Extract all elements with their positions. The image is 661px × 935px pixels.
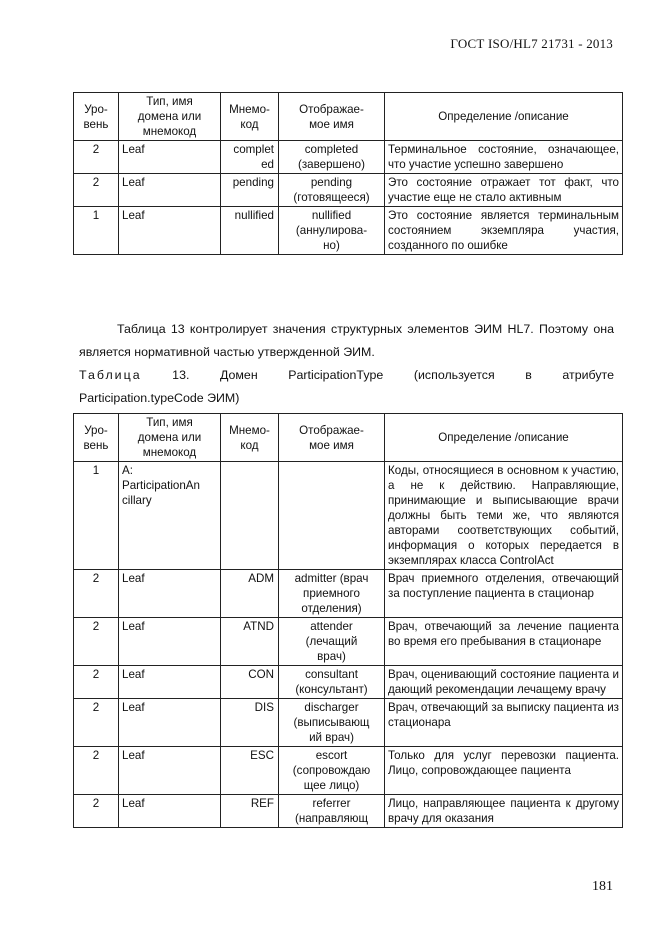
col-level-header: Уро- вень (74, 93, 119, 141)
table-row (74, 141, 623, 174)
cell-type: Leaf (119, 570, 221, 618)
table-row (74, 618, 623, 666)
cell-type: Leaf (119, 174, 221, 207)
cell-code: ADM (221, 570, 279, 618)
caption-word: (используется (413, 368, 495, 382)
cell-code: CON (221, 666, 279, 699)
cell-type: Leaf (119, 618, 221, 666)
table-row (74, 570, 623, 618)
cell-level: 2 (74, 666, 119, 699)
table-header-row (74, 93, 623, 141)
cell-display-name: completed (завершено) (279, 141, 385, 174)
cell-type: A: ParticipationAn cillary (119, 462, 221, 570)
body-text (79, 318, 614, 410)
table-header-row (74, 414, 623, 462)
cell-code: complet ed (221, 141, 279, 174)
cell-type: Leaf (119, 795, 221, 828)
table-caption (79, 364, 614, 387)
cell-definition: Лицо, направляющее пациента к другому врачу для оказания (385, 795, 623, 828)
cell-type: Leaf (119, 699, 221, 747)
cell-level: 1 (74, 462, 119, 570)
cell-code (221, 462, 279, 570)
cell-display-name: admitter (врач приемного отделения) (279, 570, 385, 618)
col-definition-header: Определение /описание (385, 414, 623, 462)
cell-code: REF (221, 795, 279, 828)
col-type-header: Тип, имя домена или мнемокод (119, 93, 221, 141)
cell-level: 2 (74, 795, 119, 828)
cell-level: 2 (74, 747, 119, 795)
caption-word: Домен (219, 368, 258, 382)
caption-word: в (525, 368, 532, 382)
caption-word: Таблица (79, 368, 142, 382)
col-name-header: Отображае- мое имя (279, 93, 385, 141)
cell-display-name: nullified (аннулирова- но) (279, 207, 385, 255)
table-row (74, 207, 623, 255)
participation-status-table (73, 92, 623, 255)
cell-definition: Врач, отвечающий за лечение пациента во время его пребывания в стационаре (385, 618, 623, 666)
cell-code: DIS (221, 699, 279, 747)
caption-word: атрибуте (562, 368, 614, 382)
cell-definition: Коды, относящиеся в основном к участию, а не к действию. Направляющие, принимающие и выписывающие врачи должны быть теми же, что являются авторами соответствующих событий, информация о которых передается в экземплярах класса ControlAct (385, 462, 623, 570)
page-number: 181 (592, 879, 613, 894)
cell-type: Leaf (119, 666, 221, 699)
cell-level: 2 (74, 141, 119, 174)
col-name-header: Отображае- мое имя (279, 414, 385, 462)
cell-code: ESC (221, 747, 279, 795)
cell-definition: Только для услуг перевозки пациента. Лицо, сопровождающее пациента (385, 747, 623, 795)
cell-display-name (279, 462, 385, 570)
cell-code: ATND (221, 618, 279, 666)
col-type-header: Тип, имя домена или мнемокод (119, 414, 221, 462)
col-code-header: Мнемо- код (221, 414, 279, 462)
paragraph-text: Таблица 13 контролирует значения структурных элементов ЭИМ HL7. Поэтому она является нормативной частью утвержденной ЭИМ. (79, 322, 614, 359)
cell-display-name: escort (сопровождаю щее лицо) (279, 747, 385, 795)
cell-definition: Врач приемного отделения, отвечающий за поступление пациента в стационар (385, 570, 623, 618)
table-row (74, 174, 623, 207)
table-row (74, 462, 623, 570)
cell-definition: Терминальное состояние, означающее, что участие успешно завершено (385, 141, 623, 174)
cell-type: Leaf (119, 141, 221, 174)
table-row (74, 666, 623, 699)
table-caption-line2: Participation.typeCode ЭИМ) (79, 391, 240, 405)
col-definition-header: Определение /описание (385, 93, 623, 141)
cell-display-name: pending (готовящееся) (279, 174, 385, 207)
caption-word: 13. (172, 368, 190, 382)
cell-display-name: referrer (направляющ (279, 795, 385, 828)
cell-level: 2 (74, 570, 119, 618)
cell-level: 2 (74, 174, 119, 207)
cell-code: nullified (221, 207, 279, 255)
cell-definition: Врач, оценивающий состояние пациента и дающий рекомендации лечащему врачу (385, 666, 623, 699)
col-code-header: Мнемо- код (221, 93, 279, 141)
caption-word: ParticipationType (288, 368, 384, 382)
cell-type: Leaf (119, 747, 221, 795)
cell-level: 2 (74, 699, 119, 747)
running-header: ГОСТ ISO/HL7 21731 - 2013 (450, 36, 613, 51)
table-row (74, 795, 623, 828)
col-level-header: Уро- вень (74, 414, 119, 462)
cell-code: pending (221, 174, 279, 207)
cell-level: 1 (74, 207, 119, 255)
cell-display-name: consultant (консультант) (279, 666, 385, 699)
cell-definition: Врач, отвечающий за выписку пациента из стационара (385, 699, 623, 747)
cell-definition: Это состояние отражает тот факт, что участие еще не стало активным (385, 174, 623, 207)
participation-type-table (73, 413, 623, 828)
cell-display-name: attender (лечащий врач) (279, 618, 385, 666)
cell-definition: Это состояние является терминальным состоянием экземпляра участия, созданного по ошибке (385, 207, 623, 255)
table-row (74, 747, 623, 795)
cell-level: 2 (74, 618, 119, 666)
table-row (74, 699, 623, 747)
cell-display-name: discharger (выписывающ ий врач) (279, 699, 385, 747)
cell-type: Leaf (119, 207, 221, 255)
